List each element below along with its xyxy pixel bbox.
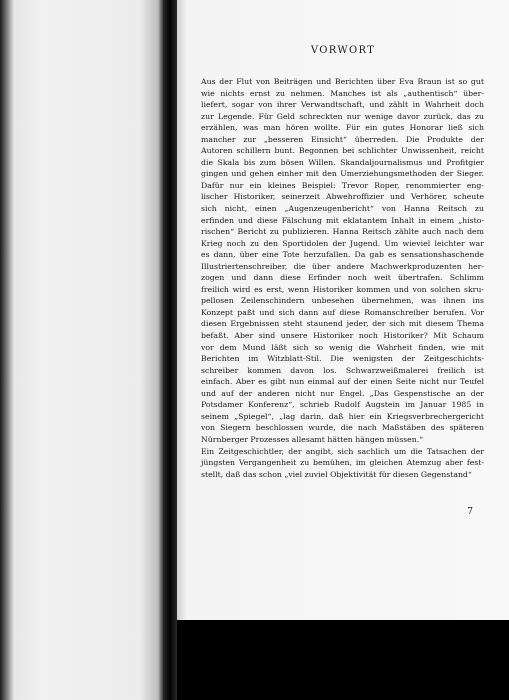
text-line: einfach. Aber es gibt nun einmal auf der einen Seite nicht nur Teufel	[201, 377, 484, 387]
text-line: Krieg noch zu den Sportidolen der Jugend. Um wieviel leichter war	[201, 238, 484, 248]
text-line: Nürnberger Prozesses allesamt hätten hängen müssen.“	[201, 434, 424, 444]
text-line: gingen und gehen einher mit den Umerziehungsmethoden der Sieger.	[201, 169, 484, 179]
text-line: Potsdamer Konferenz“, schrieb Rudolf Augstein im Januar 1985 in	[201, 400, 484, 410]
text-line: jüngsten Vergangenheit zu bemühen, im gleichen Atemzug aber fest-	[201, 458, 484, 468]
text-line: sich nicht, einen „Augenzeugenbericht“ von Hanna Reitsch zu	[201, 204, 484, 214]
text-line: Aus der Flut von Beiträgen und Berichten über Eva Braun ist so gut	[201, 77, 484, 86]
text-line: wie nichts ernst zu nehmen. Manches ist als „authentisch“ über-	[201, 88, 484, 98]
book-gutter	[163, 0, 177, 700]
text-line: Autoren schillern bunt. Begonnen bei schlichter Unwissenheit, reicht	[201, 146, 484, 156]
text-line: von Siegern beschlossen wurde, die nach Maßstäben des späteren	[201, 423, 484, 433]
page-title: VORWORT	[310, 45, 376, 56]
text-line: freilich wird es erst, wenn Historiker kommen und von solchen skru-	[201, 284, 484, 294]
body-text	[201, 76, 484, 480]
text-line: Ein Zeitgeschichtler, der angibt, sich sachlich um die Tatsachen der	[201, 446, 484, 456]
text-line: liefert, sogar von ihrer Verwandtschaft, und zählt in Wahrheit doch	[201, 100, 484, 110]
text-line: schreiber kommen davon los. Schwarzweißmalerei freilich ist	[201, 365, 484, 375]
page-number: 7	[467, 507, 473, 517]
text-line: seinem „Spiegel“, „lag darin, daß hier ein Kriegsverbrechergericht	[201, 411, 484, 421]
text-line: diesen Ergebnissen steht staunend jeder, der sich mit diesem Thema	[201, 319, 484, 329]
text-line: Dafür nur ein kleines Beispiel: Trevor Roper, renommierter eng-	[201, 180, 484, 190]
text-line: erzählen, was man hören wollte. Für ein gutes Honorar ließ sich	[201, 123, 484, 133]
left-page-edge	[0, 0, 163, 700]
text-line: rischen“ Bericht zu publizieren. Hanna Reitsch zählte auch nach dem	[201, 227, 484, 237]
text-line: befaßt. Aber sind unsere Historiker noch Historiker? Mit Schaum	[201, 331, 484, 341]
text-line: zur Legende. Für Geld schreckten nur wenige davor zurück, das zu	[201, 111, 484, 121]
text-line: und auf der anderen nicht nur Engel. „Das Gespenstische an der	[201, 388, 484, 398]
text-line: es dann, über eine Tote herzufallen. Da gab es sensationshaschende	[201, 250, 484, 260]
book-page	[177, 0, 509, 620]
text-line: Illustriertenschreiber, die über andere Machwerkproduzenten her-	[201, 261, 484, 271]
text-line: lischer Historiker, seinerzeit Abwehroffizier und Verhörer, scheute	[201, 192, 484, 202]
text-line: pellosen Zeilenschindern unbesehen übernehmen, was ihnen ins	[201, 296, 484, 306]
text-line: stellt, daß das schon „viel zuviel Objektivität für diesen Gegenstand“	[201, 469, 472, 479]
text-line: erfinden und diese Fälschung mit eklatantem Inhalt in einem „histo-	[201, 215, 484, 225]
text-line: Konzept paßt und sich dann auf diese Romanschreiber berufen. Vor	[201, 307, 484, 317]
text-line: mancher zur „besseren Einsicht“ überreden. Die Produkte der	[201, 134, 484, 144]
text-line: Berichten im Witzblatt-Stil. Die wenigsten der Zeitgeschichts-	[201, 354, 484, 364]
text-line: die Skala bis zum bösen Willen. Skandaljournalismus und Profitgier	[201, 157, 484, 167]
text-line: zogen und dann diese Erfinder noch weit übertrafen. Schlimm	[201, 273, 484, 283]
text-line: vor dem Mund läßt sich so wenig die Wahrheit finden, wie mit	[201, 342, 484, 352]
